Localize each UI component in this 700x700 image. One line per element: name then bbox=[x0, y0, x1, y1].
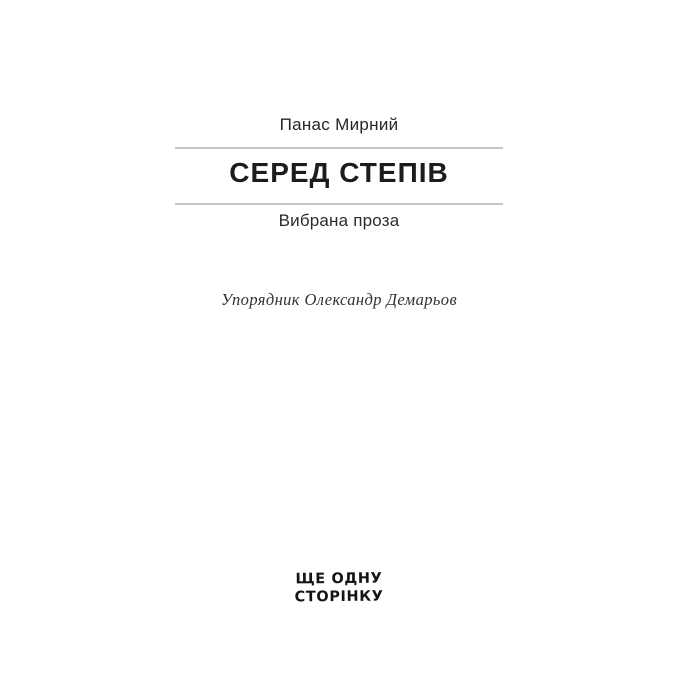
book-title: СЕРЕД СТЕПІВ bbox=[229, 157, 449, 188]
publisher-logo bbox=[175, 569, 503, 608]
compiler-credit: Упорядник Олександр Демарьов bbox=[220, 290, 458, 309]
divider-top bbox=[175, 147, 503, 149]
publisher-logo-line1: ЩЕ ОДНУ bbox=[295, 570, 383, 588]
publisher-logo-line2: СТОРІНКУ bbox=[294, 588, 384, 606]
divider-bottom bbox=[175, 203, 503, 205]
author-name: Панас Мирний bbox=[279, 115, 399, 134]
book-subtitle: Вибрана проза bbox=[278, 211, 400, 230]
